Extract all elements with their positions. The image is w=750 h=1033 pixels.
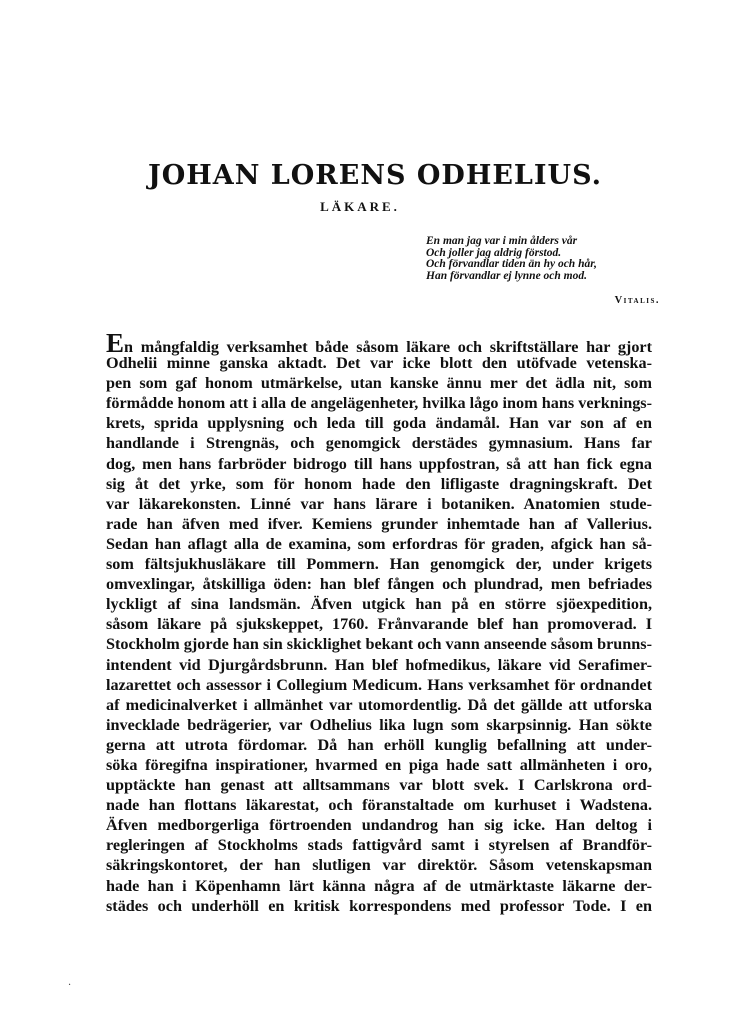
body-line: rade han äfven med ifver. Kemiens grunder inhemtade han af Vallerius.: [106, 514, 652, 533]
epigraph-line: En man jag var i min ålders vår: [426, 235, 578, 247]
body-line: lazarettet och assessor i Collegium Medicum. Hans verksamhet för ordnandet: [106, 675, 652, 694]
drop-cap: E: [106, 328, 125, 358]
print-speck: ·: [68, 980, 72, 991]
epigraph-line: Och joller jag aldrig förstod.: [426, 246, 562, 259]
body-text: [106, 328, 652, 916]
body-line-text: n mångfaldig verksamhet både såsom läkare och skriftställare har gjort: [124, 338, 652, 356]
body-line: säkringskontoret, der han slutligen var direktör. Såsom vetenskapsman: [106, 856, 652, 875]
epigraph-line: Han förvandlar ej lynne och mod.: [426, 269, 588, 282]
body-line: omvexlingar, åtskilliga öden: han blef fången och plundrad, men befriades: [106, 575, 652, 594]
body-line: var läkarekonsten. Linné var hans lärare i botaniken. Anatomien stude-: [106, 494, 652, 513]
body-line: upptäckte han genast att alltsammans var blott svek. I Carlskrona ord-: [106, 776, 652, 795]
body-line: dog, men hans farbröder bidrogo till hans uppfostran, så att han fick egna: [106, 454, 652, 473]
body-line: Stockholm gjorde han sin skicklighet bekant och vann anseende såsom brunns-: [106, 635, 652, 654]
epigraph: [426, 236, 726, 282]
body-line: som fältsjukhusläkare till Pommern. Han genomgick der, under krigets: [106, 555, 652, 574]
page-subtitle: LÄKARE.: [320, 199, 400, 214]
body-line: söka föregifna inspirationer, hvarmed en piga hade satt allmänheten i oro,: [106, 755, 652, 774]
body-line: sig åt det yrke, som för honom hade den lifligaste dragningskraft. Det: [106, 474, 652, 493]
body-line: städes och underhöll en kritisk korrespondens med professor Tode. I en: [106, 896, 652, 915]
body-line: af medicinalverket i allmänhet var utomordentlig. Då det gällde att utforska: [106, 695, 652, 714]
body-line: [106, 328, 652, 358]
epigraph-author: Vitalis.: [614, 295, 660, 306]
body-line: Sedan han aflagt alla de examina, som erfordras för graden, afgick han så-: [106, 534, 652, 553]
page-title: JOHAN LORENS ODHELIUS.: [147, 160, 603, 191]
body-line: handlande i Strengnäs, och genomgick derstädes gymnasium. Hans far: [106, 434, 652, 453]
body-line: Äfven medborgerliga förtroenden undandrog han sig icke. Han deltog i: [106, 816, 652, 835]
epigraph-line: Och förvandlar tiden än hy och hår,: [426, 258, 597, 270]
body-line: såsom läkare på sjukskeppet, 1760. Frånvarande blef han promoverad. I: [106, 615, 652, 634]
body-line: gerna att utrota fördomar. Då han erhöll kunglig befallning att under-: [106, 735, 652, 754]
body-line: invecklade bedrägerier, var Odhelius lika lugn som skarpsinnig. Han sökte: [106, 715, 652, 734]
body-line: lyckligt af sina landsmän. Äfven utgick han på en större sjöexpedition,: [106, 595, 652, 614]
body-line: pen som gaf honom utmärkelse, utan kanske ännu mer det ädla nit, som: [106, 374, 652, 393]
body-line: hade han i Köpenhamn lärt känna några af de utmärktaste läkarne der-: [106, 876, 652, 895]
body-line: förmådde honom att i alla de angelägenheter, hvilka lågo inom hans verknings-: [106, 394, 652, 413]
body-line: krets, sprida upplysning och leda till goda ändamål. Han var son af en: [106, 414, 652, 433]
body-line: nade han flottans läkarestat, och föranstaltade om kurhuset i Wadstena.: [106, 796, 652, 815]
body-line: intendent vid Djurgårdsbrunn. Han blef hofmedikus, läkare vid Serafimer-: [106, 655, 652, 674]
body-line: regleringen af Stockholms stads fattigvård samt i styrelsen af Brandför-: [106, 836, 652, 855]
body-line: Odhelii minne ganska aktadt. Det var icke blott den utöfvade vetenska-: [106, 354, 652, 373]
